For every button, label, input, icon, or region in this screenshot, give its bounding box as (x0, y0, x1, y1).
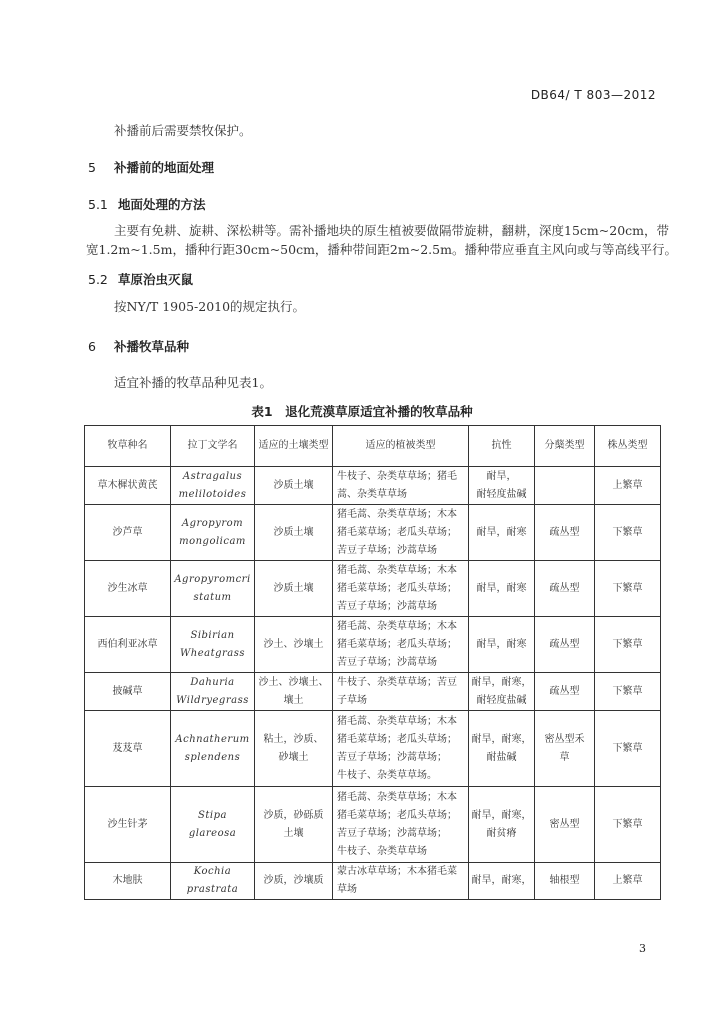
cell-tiller-type (535, 505, 595, 561)
column-header: 适应的植被类型 (333, 426, 469, 467)
section-title: 草原治虫灭鼠 (118, 272, 194, 287)
cell-line: 猪毛蒿、杂类草草场；木本 (337, 715, 457, 727)
cell-line: 疏丛型 (549, 638, 580, 650)
cell-line: 耐旱，耐寒 (476, 638, 527, 650)
cell-plant-type: 下繁草 (595, 505, 661, 561)
cell-line: 猪毛蒿、杂类草草场；木本 (337, 564, 457, 576)
cell-tiller-type (535, 711, 595, 787)
cell-soil-type (255, 863, 333, 900)
section-5-2-body: 按NY/T 1905-2010的规定执行。 (114, 299, 306, 314)
cell-line: Kochia (193, 866, 232, 877)
cell-vegetation-type (333, 787, 469, 863)
cell-line: 猪毛菜草场；老瓜头草场； (337, 582, 457, 594)
cell-vegetation-type (333, 711, 469, 787)
cell-plant-type: 下繁草 (595, 711, 661, 787)
table-body (85, 467, 661, 900)
cell-vegetation-type (333, 467, 469, 505)
cell-line: 耐旱，耐寒 (476, 582, 527, 594)
cell-line: Agropyromcri (174, 573, 251, 585)
cell-soil-type (255, 561, 333, 617)
cell-line: Wheatgrass (179, 647, 246, 659)
cell-line: 沙土、沙壤土、 (258, 676, 329, 688)
cell-species-name: 西伯利亚冰草 (85, 617, 171, 673)
forage-species-table (84, 425, 661, 900)
cell-line: 疏丛型 (549, 685, 580, 697)
cell-line: 耐轻度盐碱 (476, 694, 527, 706)
cell-line: 耐旱，耐寒， (471, 809, 532, 821)
cell-species-name: 草木樨状黄芪 (85, 467, 171, 505)
cell-line: Astragalus (182, 470, 243, 482)
cell-line: 耐旱，耐寒， (471, 676, 532, 688)
cell-line: 沙质土壤 (273, 479, 314, 491)
cell-line: 轴根型 (549, 875, 580, 886)
cell-line: 耐盐碱 (486, 751, 517, 763)
section-number: 5.1 (88, 197, 108, 212)
cell-soil-type (255, 673, 333, 711)
cell-line: 耐旱，耐寒， (471, 875, 532, 886)
section-title: 补播前的地面处理 (114, 160, 215, 175)
cell-line: mongolicam (179, 535, 246, 547)
cell-line: 疏丛型 (549, 582, 580, 594)
cell-resistance (469, 505, 535, 561)
section-number: 5 (88, 160, 96, 175)
cell-latin-name (171, 711, 255, 787)
table-caption: 表1 退化荒漠草原适宜补播的牧草品种 (251, 404, 473, 419)
cell-line: melilotoides (178, 488, 247, 500)
table-row (85, 711, 661, 787)
section-6-heading (88, 337, 189, 355)
cell-soil-type (255, 787, 333, 863)
standard-code: DB64/ T 803—2012 (530, 88, 656, 102)
cell-line: Dahuria (190, 676, 235, 688)
cell-line: Achnatherum (175, 733, 250, 745)
cell-vegetation-type (333, 505, 469, 561)
cell-line: 耐贫瘠 (486, 827, 517, 839)
cell-line: 壤土 (283, 694, 304, 706)
cell-latin-name (171, 673, 255, 711)
cell-soil-type (255, 467, 333, 505)
cell-resistance (469, 863, 535, 900)
cell-line: 猪毛菜草场；老瓜头草场； (337, 638, 457, 650)
column-header: 拉丁文学名 (171, 426, 255, 467)
cell-line: 蒿、杂类草草场 (337, 488, 407, 500)
section-6-body: 适宜补播的牧草品种见表1。 (114, 375, 272, 390)
cell-line: 粘土，沙质、 (263, 733, 324, 745)
cell-line: 密丛型 (549, 818, 580, 830)
cell-line: 沙质，沙壤质 (263, 875, 324, 886)
cell-species-name: 沙生针茅 (85, 787, 171, 863)
cell-line: 猪毛蒿、杂类草草场；木本 (337, 620, 457, 632)
table-row (85, 617, 661, 673)
cell-line: statum (193, 591, 232, 603)
cell-line: 牛枝子、杂类草草场。 (337, 769, 437, 781)
table-row (85, 673, 661, 711)
cell-plant-type: 下繁草 (595, 617, 661, 673)
cell-line: prastrata (186, 884, 239, 895)
cell-latin-name (171, 561, 255, 617)
section-5-1-body-line-1: 主要有免耕、旋耕、深松耕等。需补播地块的原生植被要做隔带旋耕，翻耕，深度15cm~20cm，带 (114, 223, 669, 238)
cell-plant-type: 下繁草 (595, 561, 661, 617)
cell-latin-name (171, 787, 255, 863)
cell-species-name: 沙生冰草 (85, 561, 171, 617)
section-5-heading (88, 158, 214, 176)
cell-line: Agropyrom (181, 517, 244, 529)
cell-line: 草场 (337, 884, 357, 895)
cell-resistance (469, 711, 535, 787)
cell-line: 子草场 (337, 694, 367, 706)
cell-tiller-type (535, 617, 595, 673)
table-row (85, 561, 661, 617)
cell-line: 沙土、沙壤土 (263, 638, 324, 650)
section-title: 补播牧草品种 (114, 339, 190, 354)
cell-resistance (469, 617, 535, 673)
cell-resistance (469, 673, 535, 711)
cell-line: 沙质，砂砾质 (263, 809, 324, 821)
column-header: 牧草种名 (85, 426, 171, 467)
cell-soil-type (255, 617, 333, 673)
cell-line: glareosa (188, 827, 237, 839)
cell-latin-name (171, 617, 255, 673)
cell-line: 耐旱，耐寒 (476, 526, 527, 538)
cell-tiller-type (535, 787, 595, 863)
cell-line: 猪毛蒿、杂类草草场；木本 (337, 791, 457, 803)
cell-tiller-type (535, 863, 595, 900)
cell-line: 草 (559, 751, 570, 763)
cell-vegetation-type (333, 673, 469, 711)
cell-resistance (469, 467, 535, 505)
cell-line: 苦豆子草场；沙蒿草场 (337, 600, 437, 612)
section-title: 地面处理的方法 (118, 197, 206, 212)
cell-species-name: 木地肤 (85, 863, 171, 900)
column-header: 抗性 (469, 426, 535, 467)
cell-tiller-type (535, 673, 595, 711)
cell-line: 密丛型禾 (544, 733, 585, 745)
cell-plant-type: 上繁草 (595, 863, 661, 900)
cell-soil-type (255, 505, 333, 561)
cell-line: 牛枝子、杂类草草场 (337, 845, 427, 857)
cell-line: 猪毛蒿、杂类草草场；木本 (337, 508, 457, 520)
section-number: 5.2 (88, 272, 108, 287)
cell-plant-type: 上繁草 (595, 467, 661, 505)
cell-vegetation-type (333, 617, 469, 673)
section-5-2-heading (88, 270, 193, 288)
cell-resistance (469, 561, 535, 617)
cell-line: 沙质土壤 (273, 582, 314, 594)
cell-latin-name (171, 505, 255, 561)
cell-line: 苦豆子草场；沙蒿草场 (337, 656, 437, 668)
table-row (85, 505, 661, 561)
cell-line: 蒙古冰草草场；木本猪毛菜 (337, 866, 457, 877)
column-header: 适应的土壤类型 (255, 426, 333, 467)
cell-tiller-type (535, 561, 595, 617)
cell-line: 苦豆子草场；沙蒿草场 (337, 544, 437, 556)
cell-line: 猪毛菜草场；老瓜头草场； (337, 733, 457, 745)
table-header-row (85, 426, 661, 467)
intro-text: 补播前后需要禁牧保护。 (114, 123, 252, 138)
table-row (85, 787, 661, 863)
section-5-1-heading (88, 195, 206, 213)
cell-latin-name (171, 863, 255, 900)
column-header: 株丛类型 (595, 426, 661, 467)
cell-plant-type: 下繁草 (595, 787, 661, 863)
cell-line: 耐旱，耐寒， (471, 733, 532, 745)
cell-line: 牛枝子、杂类草草场；苦豆 (337, 676, 457, 688)
cell-latin-name (171, 467, 255, 505)
cell-line: 猪毛菜草场；老瓜头草场； (337, 526, 457, 538)
cell-line: 牛枝子、杂类草草场；猪毛 (337, 470, 457, 482)
cell-line: splendens (184, 751, 241, 763)
cell-species-name: 披碱草 (85, 673, 171, 711)
cell-line: 耐轻度盐碱 (476, 488, 527, 500)
cell-line: 土壤 (283, 827, 304, 839)
table-row (85, 863, 661, 900)
cell-line: Sibirian (190, 629, 235, 641)
cell-species-name: 芨芨草 (85, 711, 171, 787)
section-5-1-body-line-2: 宽1.2m~1.5m，播种行距30cm~50cm，播种带间距2m~2.5m。播种带应垂直主风向或与等高线平行。 (86, 242, 677, 257)
table-row (85, 467, 661, 505)
cell-line: 疏丛型 (549, 526, 580, 538)
cell-line: Stipa (198, 809, 227, 821)
cell-tiller-type (535, 467, 595, 505)
cell-soil-type (255, 711, 333, 787)
page-number: 3 (639, 942, 646, 955)
cell-line: 苦豆子草场；沙蒿草场； (337, 827, 447, 839)
cell-line: 砂壤土 (278, 751, 309, 763)
cell-resistance (469, 787, 535, 863)
cell-line: 耐旱， (486, 470, 517, 482)
cell-species-name: 沙芦草 (85, 505, 171, 561)
column-header: 分蘖类型 (535, 426, 595, 467)
cell-line: 苦豆子草场；沙蒿草场； (337, 751, 447, 763)
cell-line: 沙质土壤 (273, 526, 314, 538)
cell-line: 猪毛菜草场；老瓜头草场； (337, 809, 457, 821)
cell-vegetation-type (333, 863, 469, 900)
section-number: 6 (88, 339, 96, 354)
cell-line: Wildryegrass (176, 694, 249, 706)
cell-plant-type: 下繁草 (595, 673, 661, 711)
cell-vegetation-type (333, 561, 469, 617)
